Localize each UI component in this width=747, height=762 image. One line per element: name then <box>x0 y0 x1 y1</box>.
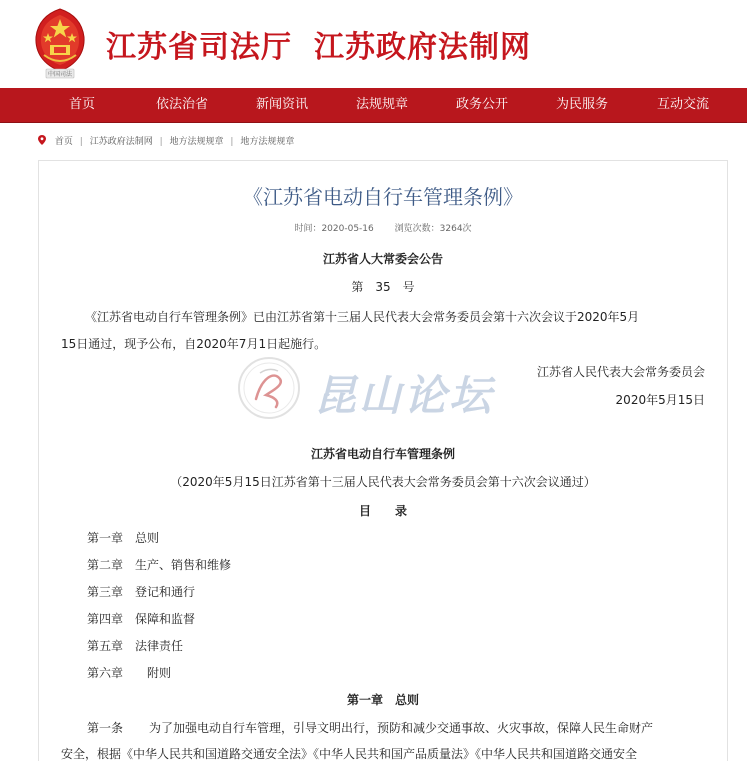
article-panel <box>38 160 728 761</box>
site-title-legal: 江苏政府法制网 <box>314 30 531 65</box>
watermark-text: 昆山论坛 <box>314 371 495 420</box>
article-one-line1: 为了加强电动自行车管理，引导文明出行，预防和减少交通事故、火灾事故，保障人民生命财产 <box>149 721 654 735</box>
toc-chapter: 第四章 <box>87 612 124 626</box>
toc-heading: 目 录 <box>358 504 407 518</box>
toc-item[interactable] <box>87 529 159 546</box>
nav-item-regulations[interactable]: 法规规章 <box>355 97 408 112</box>
toc-item[interactable] <box>87 556 231 573</box>
breadcrumb-separator: | <box>79 137 83 147</box>
toc-chapter-name: 附则 <box>135 666 172 680</box>
nav-item-public-service[interactable]: 为民服务 <box>555 97 608 112</box>
site-title[interactable] <box>106 22 531 66</box>
announcement-number: 第 35 号 <box>351 280 415 294</box>
toc-chapter: 第一章 <box>87 531 124 545</box>
toc-chapter: 第二章 <box>87 558 124 572</box>
nav-item-gov-affairs[interactable]: 政务公开 <box>455 97 508 112</box>
toc-item[interactable] <box>87 610 195 627</box>
article-title: 《江苏省电动自行车管理条例》 <box>243 185 523 209</box>
issuer: 江苏省人民代表大会常务委员会 <box>536 365 705 379</box>
breadcrumb-home[interactable]: 首页 <box>54 137 73 147</box>
site-header <box>0 0 747 88</box>
publish-date: 2020-05-16 <box>321 224 374 234</box>
toc-item[interactable] <box>87 664 171 681</box>
justice-emblem-icon[interactable] <box>30 7 90 79</box>
toc-chapter: 第六章 <box>87 666 124 680</box>
article-one-line2: 安全，根据《中华人民共和国道路交通安全法》《中华人民共和国产品质量法》《中华人民共和国道路交通安全 <box>61 747 638 761</box>
nav-item-rule-of-law[interactable]: 依法治省 <box>155 97 208 112</box>
breadcrumb-separator: | <box>159 137 163 147</box>
regulation-title: 江苏省电动自行车管理条例 <box>310 447 455 461</box>
breadcrumb <box>38 132 726 152</box>
toc-chapter: 第五章 <box>87 639 124 653</box>
view-count: 3264次 <box>439 224 472 234</box>
forum-watermark <box>236 351 526 427</box>
breadcrumb-legal-net[interactable]: 江苏政府法制网 <box>89 137 153 147</box>
toc-chapter-name: 保障和监督 <box>135 612 196 626</box>
toc-chapter-name: 生产、销售和维修 <box>135 558 232 572</box>
toc-chapter-name: 登记和通行 <box>135 585 196 599</box>
toc-chapter-name: 总则 <box>135 531 160 545</box>
breadcrumb-local-regs[interactable]: 地方法规规章 <box>169 137 224 147</box>
toc-item[interactable] <box>87 637 183 654</box>
views-label: 浏览次数： <box>394 224 440 234</box>
nav-item-interaction[interactable]: 互动交流 <box>656 97 709 112</box>
toc-chapter-name: 法律责任 <box>135 639 184 653</box>
main-nav <box>0 88 747 123</box>
nav-item-home[interactable]: 首页 <box>68 97 95 112</box>
article-one-label: 第一条 <box>87 721 124 735</box>
location-pin-icon <box>38 135 46 145</box>
toc-item[interactable] <box>87 583 195 600</box>
announcement-heading: 江苏省人大常委会公告 <box>322 252 443 266</box>
site-title-justice: 江苏省司法厅 <box>106 30 292 65</box>
article-meta <box>39 221 727 234</box>
emblem-caption: 中国司法 <box>47 71 73 78</box>
breadcrumb-separator: | <box>230 137 234 147</box>
breadcrumb-local-regs-current[interactable]: 地方法规规章 <box>240 137 295 147</box>
nav-item-news[interactable]: 新闻资讯 <box>255 97 308 112</box>
forum-seal-icon <box>236 355 302 421</box>
announcement-text-line2: 15日通过，现予公布，自2020年7月1日起施行。 <box>61 337 327 351</box>
toc-chapter: 第三章 <box>87 585 124 599</box>
regulation-subtitle: （2020年5月15日江苏省第十三届人民代表大会常务委员会第十六次会议通过） <box>170 475 596 489</box>
time-label: 时间： <box>294 224 322 234</box>
chapter-one-heading: 第一章 总则 <box>346 693 419 707</box>
announcement-text-line1: 《江苏省电动自行车管理条例》已由江苏省第十三届人民代表大会常务委员会第十六次会议于2020年5月 <box>85 310 640 324</box>
issue-date: 2020年5月15日 <box>615 393 705 407</box>
